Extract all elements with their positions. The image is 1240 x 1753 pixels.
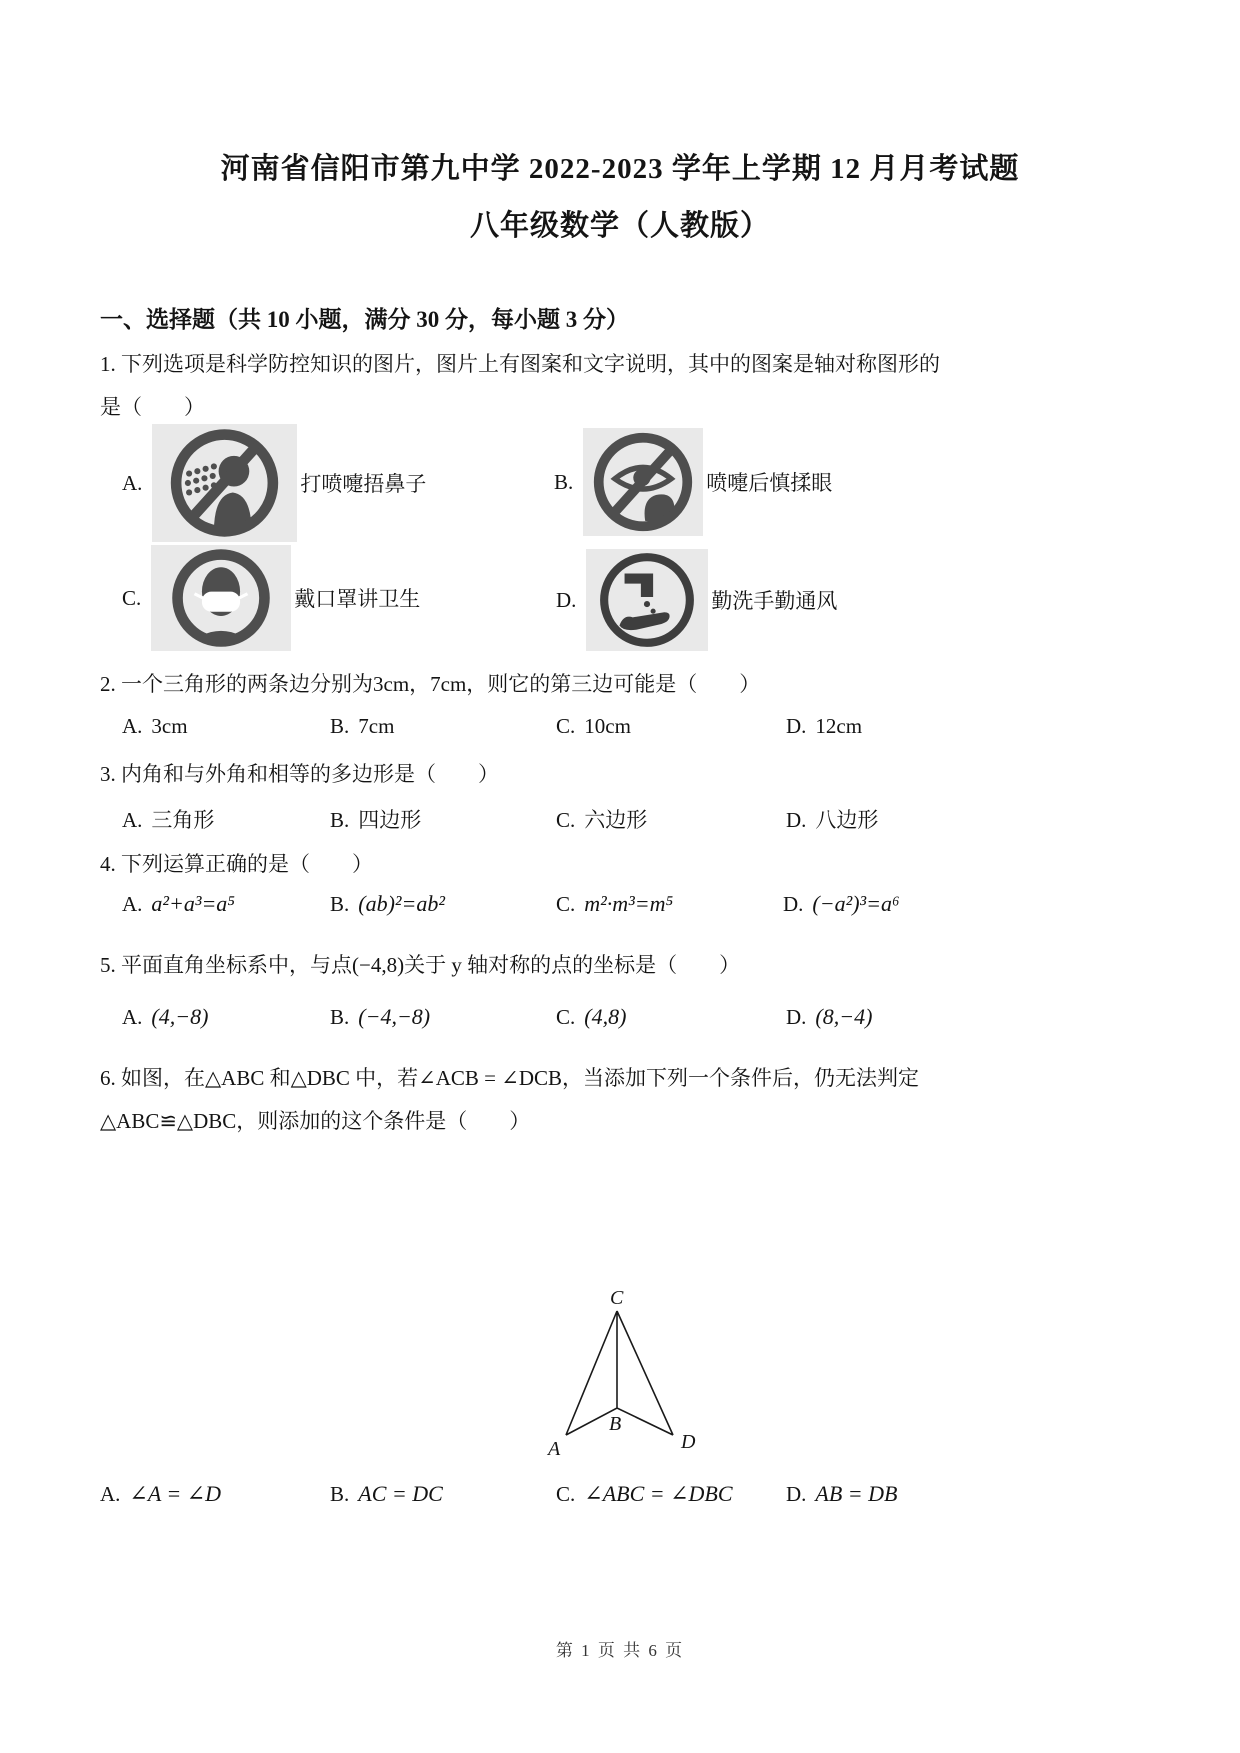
- q1-option-d-label: D.: [556, 587, 577, 612]
- q1-option-d: [556, 549, 837, 651]
- q2-option-b-label: B.: [330, 714, 350, 738]
- q2-option-a-label: A.: [122, 714, 143, 738]
- q4-option-d-label: D.: [783, 892, 804, 916]
- wash-hands-icon: [586, 549, 708, 651]
- q2-option-a: [122, 714, 188, 739]
- q4-option-b: [330, 891, 445, 917]
- q6-option-c-label: C.: [556, 1482, 576, 1506]
- q6-option-a: [100, 1481, 221, 1507]
- q4-option-c-value: m²·m³=m⁵: [584, 891, 674, 916]
- q3-option-c: [556, 804, 647, 834]
- q6-text-line1: 6. 如图，在△ABC 和△DBC 中，若∠ACB = ∠DCB，当添加下列一个条件后，仍无法判定: [100, 1066, 920, 1090]
- q6-option-b: [330, 1481, 443, 1507]
- q5-option-d-value: (8,−4): [815, 1004, 873, 1029]
- q2-option-c-value: 10cm: [584, 714, 631, 738]
- q4-text: 4. 下列运算正确的是（ ）: [100, 852, 373, 876]
- q4-option-d-value: (−a²)³=a⁶: [812, 891, 900, 916]
- q4-option-c-label: C.: [556, 892, 576, 916]
- q5-option-b-label: B.: [330, 1005, 350, 1029]
- q2-option-c: [556, 714, 631, 739]
- q6-option-c: [556, 1481, 733, 1507]
- q4-option-a: [122, 891, 235, 917]
- q4-option-b-label: B.: [330, 892, 350, 916]
- q6-text-line2: △ABC≌△DBC，则添加的这个条件是（ ）: [100, 1109, 531, 1133]
- q1-option-b: [554, 428, 832, 536]
- q3-option-d-value: 八边形: [815, 808, 879, 832]
- q6-option-b-label: B.: [330, 1482, 350, 1506]
- q1-option-b-label: B.: [554, 469, 574, 494]
- q1-option-c-caption: 戴口罩讲卫生: [294, 587, 421, 611]
- q4-option-d: [783, 891, 900, 917]
- q5-option-d-label: D.: [786, 1005, 807, 1029]
- q5-option-b-value: (−4,−8): [358, 1004, 431, 1029]
- q2-option-c-label: C.: [556, 714, 576, 738]
- q3-option-a-label: A.: [122, 808, 143, 832]
- q5-option-a-label: A.: [122, 1005, 143, 1029]
- page-number: 第 1 页 共 6 页: [555, 1641, 685, 1660]
- q4-option-c: [556, 891, 673, 917]
- q5-option-a-value: (4,−8): [151, 1004, 209, 1029]
- q3-text: 3. 内角和与外角和相等的多边形是（ ）: [100, 762, 499, 786]
- q2-option-d-value: 12cm: [815, 714, 863, 738]
- q5-option-c: [556, 1004, 626, 1030]
- q5-option-a: [122, 1004, 208, 1030]
- q6-figure-label-a: A: [548, 1438, 561, 1460]
- q2-option-b-value: 7cm: [358, 714, 395, 738]
- wear-mask-icon: [151, 545, 291, 651]
- q3-option-b-value: 四边形: [358, 808, 422, 832]
- q1-option-a: [122, 424, 426, 542]
- no-eye-rubbing-icon: [583, 428, 703, 536]
- q6-figure-label-d: D: [681, 1431, 696, 1453]
- q3-option-a: [122, 804, 214, 834]
- exam-title: 河南省信阳市第九中学 2022-2023 学年上学期 12 月月考试题: [220, 153, 1020, 185]
- q5-option-b: [330, 1004, 430, 1030]
- exam-subtitle: 八年级数学（人教版）: [469, 210, 770, 242]
- q6-option-d-value: AB = DB: [815, 1481, 898, 1506]
- q4-option-b-value: (ab)²=ab²: [358, 891, 445, 916]
- q5-option-c-value: (4,8): [584, 1004, 627, 1029]
- q6-figure-label-b: B: [609, 1413, 622, 1435]
- q1-option-c-label: C.: [122, 585, 142, 610]
- q1-option-a-label: A.: [122, 470, 143, 495]
- q3-option-d: [786, 804, 878, 834]
- q4-option-a-value: a²+a³=a⁵: [151, 891, 235, 916]
- section-header: 一、选择题（共 10 小题，满分 30 分，每小题 3 分）: [100, 307, 629, 332]
- q1-text-line2: 是（ ）: [100, 395, 205, 419]
- q1-option-a-caption: 打喷嚏捂鼻子: [300, 472, 427, 496]
- q2-text: 2. 一个三角形的两条边分别为3cm，7cm，则它的第三边可能是（ ）: [100, 672, 761, 696]
- q4-option-a-label: A.: [122, 892, 143, 916]
- q6-option-a-label: A.: [100, 1482, 121, 1506]
- q6-figure-label-c: C: [610, 1287, 624, 1309]
- no-sneeze-icon: [152, 424, 297, 542]
- q1-option-c: [122, 545, 420, 651]
- q2-option-d-label: D.: [786, 714, 807, 738]
- q6-option-a-value: ∠A = ∠D: [129, 1481, 222, 1506]
- q3-option-c-label: C.: [556, 808, 576, 832]
- q6-option-d-label: D.: [786, 1482, 807, 1506]
- q6-option-d: [786, 1481, 897, 1507]
- q5-text: 5. 平面直角坐标系中，与点(−4,8)关于 y 轴对称的点的坐标是（ ）: [100, 953, 741, 977]
- q2-option-d: [786, 714, 862, 739]
- q5-option-d: [786, 1004, 872, 1030]
- q3-option-a-value: 三角形: [151, 808, 215, 832]
- q3-option-b-label: B.: [330, 808, 350, 832]
- q3-option-c-value: 六边形: [584, 808, 648, 832]
- q6-triangle-figure: [540, 1283, 720, 1468]
- q2-option-b: [330, 714, 394, 739]
- q3-option-b: [330, 804, 421, 834]
- q1-text-line1: 1. 下列选项是科学防控知识的图片，图片上有图案和文字说明，其中的图案是轴对称图形的: [100, 352, 940, 376]
- q1-option-d-caption: 勤洗手勤通风: [711, 589, 838, 613]
- q5-option-c-label: C.: [556, 1005, 576, 1029]
- q1-option-b-caption: 喷嚏后慎揉眼: [706, 471, 833, 495]
- q3-option-d-label: D.: [786, 808, 807, 832]
- q2-option-a-value: 3cm: [151, 714, 188, 738]
- q6-option-c-value: ∠ABC = ∠DBC: [584, 1481, 733, 1506]
- q6-option-b-value: AC = DC: [358, 1481, 443, 1506]
